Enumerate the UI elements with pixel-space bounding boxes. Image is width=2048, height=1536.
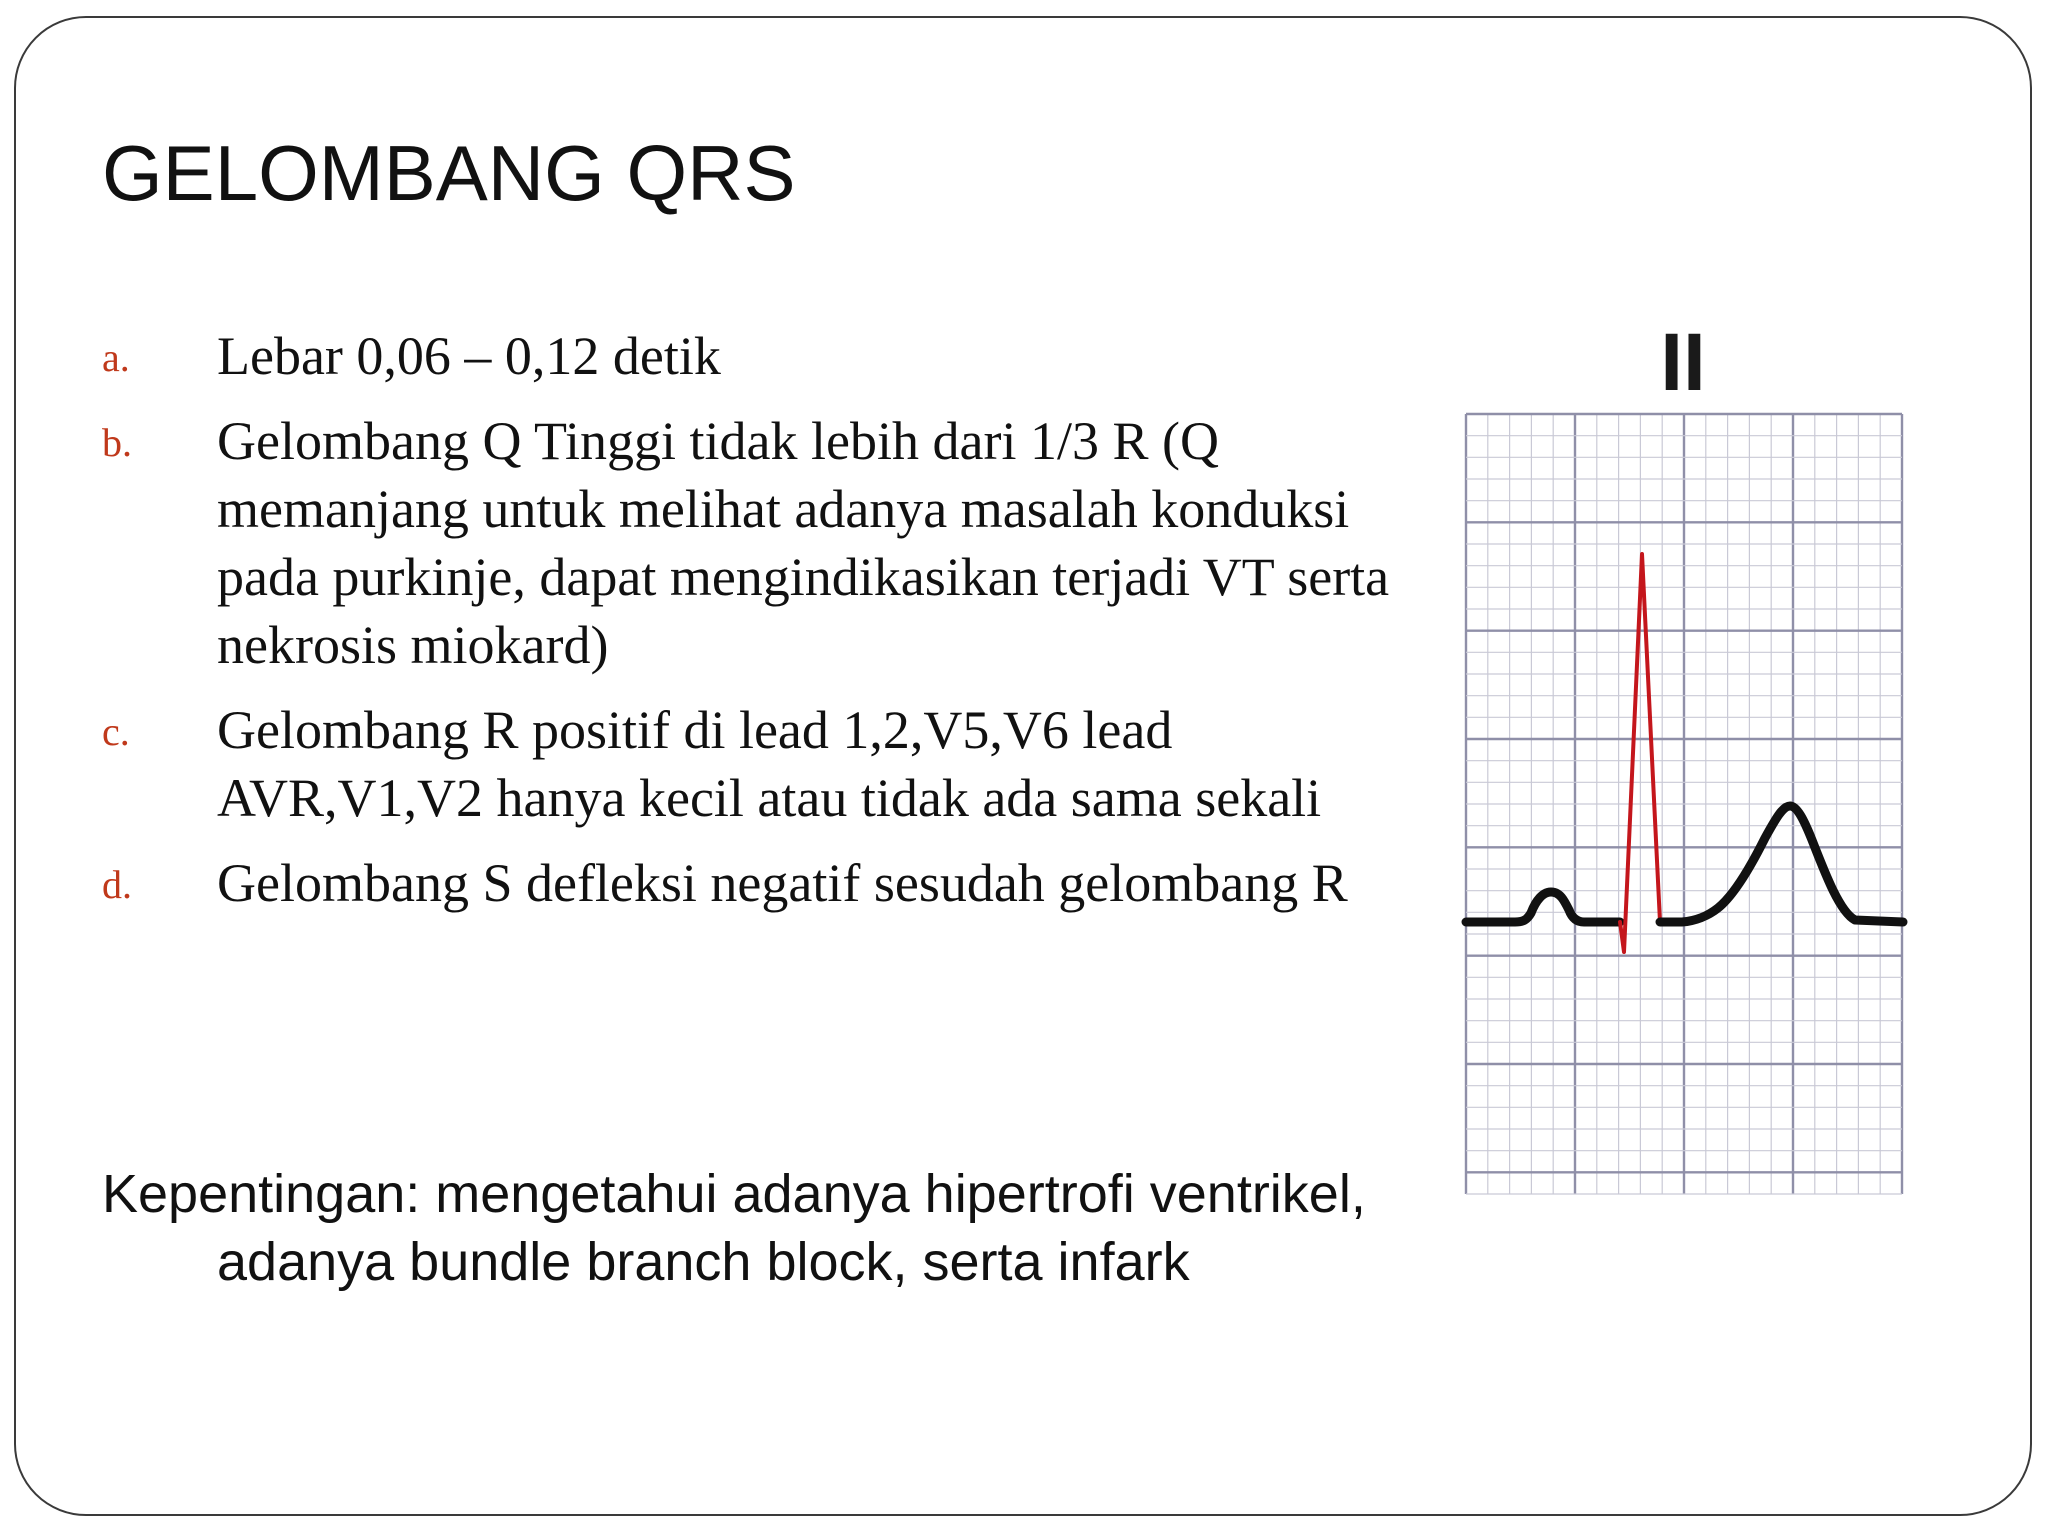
list-item-d <box>102 849 1392 917</box>
criteria-list <box>102 322 1392 934</box>
list-item-c <box>102 696 1392 832</box>
list-item-text: Gelombang S defleksi negatif sesudah gelombang R <box>217 853 1348 913</box>
list-item-b <box>102 407 1392 679</box>
ecg-figure <box>1450 320 1920 1210</box>
list-item-text: Gelombang R positif di lead 1,2,V5,V6 lead AVR,V1,V2 hanya kecil atau tidak ada sama sekali <box>217 700 1322 828</box>
list-marker: d. <box>102 862 132 907</box>
list-item-text: Lebar 0,06 – 0,12 detik <box>217 326 721 386</box>
ecg-t-wave-trace <box>1660 806 1903 922</box>
list-item-a <box>102 322 1392 390</box>
list-marker: c. <box>102 709 130 754</box>
ecg-strip <box>1450 320 1920 1210</box>
slide-title: GELOMBANG QRS <box>102 129 796 217</box>
ecg-lead-label: II <box>1660 320 1706 408</box>
list-marker: a. <box>102 335 130 380</box>
list-marker: b. <box>102 420 132 465</box>
importance-text: Kepentingan: mengetahui adanya hipertrofi ventrikel, adanya bundle branch block, serta infark <box>102 1164 1366 1292</box>
list-item-text: Gelombang Q Tinggi tidak lebih dari 1/3 R (Q memanjang untuk melihat adanya masalah konduksi pada purkinje, dapat mengindikasikan terjadi VT serta nekrosis miokard) <box>217 411 1390 675</box>
ecg-grid <box>1466 414 1902 1194</box>
